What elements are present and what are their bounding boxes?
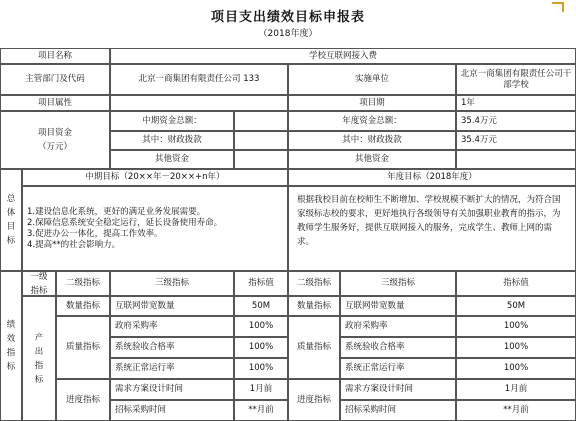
attr-value[interactable]: [110, 95, 288, 111]
year-goal-text: 根据我校目前在校师生不断增加、学校规模不断扩大的情况，为符合国家级标志校的要求，更好地执行各级领导有关加强职业教育的指示，为教师学生服务好，提供互联网接入的服务，完成学生、教师上网的需求。: [297, 195, 561, 247]
table-row-indicator[interactable]: 互联网带宽数量: [110, 296, 234, 316]
col-level1-header: 一级 指标: [22, 271, 56, 296]
table-row-indicator[interactable]: 政府采购率: [340, 316, 456, 337]
table-row-value[interactable]: 1月前: [234, 379, 288, 400]
project-name-value[interactable]: 学校互联网接入费: [110, 48, 576, 64]
table-row-value[interactable]: 100%: [456, 337, 576, 358]
overall-goal-side-label: 总 体 目 标: [0, 169, 22, 271]
table-row-value[interactable]: **月前: [234, 400, 288, 421]
mid-other-label: 其他资金: [110, 150, 234, 169]
mid-goal-header: 中期目标（20××年－20××+n年）: [22, 169, 288, 186]
table-row-value[interactable]: 100%: [234, 337, 288, 358]
report-table: [0, 48, 576, 421]
mid-goal-item: 2.保障信息系统安全稳定运行，延长设备使用寿命。: [27, 217, 223, 228]
year-quantity-indicator-label: 数量指标: [288, 296, 340, 316]
mid-goal-content[interactable]: [22, 186, 288, 271]
table-row-indicator[interactable]: 政府采购率: [110, 316, 234, 337]
year-col-level2-header: 二级指标: [288, 271, 340, 296]
table-row-value[interactable]: 50M: [234, 296, 288, 316]
year-col-value-header: 指标值: [456, 271, 576, 296]
mid-goal-item: 4.提高**的社会影响力。: [27, 239, 121, 250]
year-total-label: 年度资金总额：: [288, 111, 456, 131]
table-row-value[interactable]: 50M: [456, 296, 576, 316]
col-level3-header: 三级指标: [110, 271, 234, 296]
table-row-value[interactable]: 100%: [456, 316, 576, 337]
mid-goal-item: 1.建设信息化系统，更好的满足业务发展需要。: [27, 206, 206, 217]
attr-label: 项目属性: [0, 95, 110, 111]
fund-label: [0, 111, 110, 169]
table-row-indicator[interactable]: 招标采购时间: [340, 400, 456, 421]
fund-label-line2: （万元）: [37, 142, 72, 152]
mid-goal-item: 3.促进办公一体化，提高工作效率。: [27, 228, 163, 239]
table-row-indicator[interactable]: 系统验收合格率: [340, 337, 456, 358]
mid-other-value[interactable]: [234, 150, 288, 169]
dept-label: 主管部门及代码: [0, 64, 110, 95]
table-row-indicator[interactable]: 需求方案设计时间: [340, 379, 456, 400]
table-row-value[interactable]: 100%: [234, 358, 288, 379]
col-value-header: 指标值: [234, 271, 288, 296]
dept-value[interactable]: 北京一商集团有限责任公司 133: [110, 64, 288, 95]
mid-total-label: 中期资金总额：: [110, 111, 234, 131]
year-quality-indicator-label: 质量指标: [288, 316, 340, 379]
perf-indicator-side-label: 绩 效 指 标: [0, 271, 22, 421]
impl-label: 实施单位: [288, 64, 456, 95]
table-row-indicator[interactable]: 招标采购时间: [110, 400, 234, 421]
report-year: （2018年度）: [258, 29, 318, 39]
table-row-indicator[interactable]: 需求方案设计时间: [110, 379, 234, 400]
report-title: 项目支出绩效目标申报表: [210, 10, 365, 25]
year-progress-indicator-label: 进度指标: [288, 379, 340, 421]
progress-indicator-label: 进度指标: [56, 379, 110, 421]
table-row-value[interactable]: 100%: [234, 316, 288, 337]
table-row-indicator[interactable]: 系统正常运行率: [340, 358, 456, 379]
table-row-value[interactable]: 100%: [456, 358, 576, 379]
project-name-label: 项目名称: [0, 48, 110, 64]
quantity-indicator-label: 数量指标: [56, 296, 110, 316]
mid-fiscal-label: 其中：财政拨款: [110, 131, 234, 150]
year-col-level3-header: 三级指标: [340, 271, 456, 296]
impl-value[interactable]: 北京一商集团有限责任公司干部学校: [456, 64, 576, 95]
table-row-indicator[interactable]: 互联网带宽数量: [340, 296, 456, 316]
table-row-indicator[interactable]: 系统正常运行率: [110, 358, 234, 379]
period-label: 项目期: [288, 95, 456, 111]
year-other-label: 其他资金: [288, 150, 456, 169]
quality-indicator-label: 质量指标: [56, 316, 110, 379]
table-row-value[interactable]: **月前: [456, 400, 576, 421]
period-value[interactable]: 1年: [456, 95, 576, 111]
year-goal-content[interactable]: [288, 186, 576, 271]
year-other-value[interactable]: [456, 150, 576, 169]
table-row-value[interactable]: 1月前: [456, 379, 576, 400]
year-fiscal-value[interactable]: 35.4万元: [456, 131, 576, 150]
year-fiscal-label: 其中：财政拨款: [288, 131, 456, 150]
col-level2-header: 二级指标: [56, 271, 110, 296]
year-goal-header: 年度目标（2018年度）: [288, 169, 576, 186]
mid-fiscal-value[interactable]: [234, 131, 288, 150]
table-row-indicator[interactable]: 系统验收合格率: [110, 337, 234, 358]
mid-total-value[interactable]: [234, 111, 288, 131]
year-total-value[interactable]: 35.4万元: [456, 111, 576, 131]
fund-label-line1: 项目资金: [37, 128, 72, 138]
output-indicator-label: 产 出 指 标: [22, 296, 56, 421]
